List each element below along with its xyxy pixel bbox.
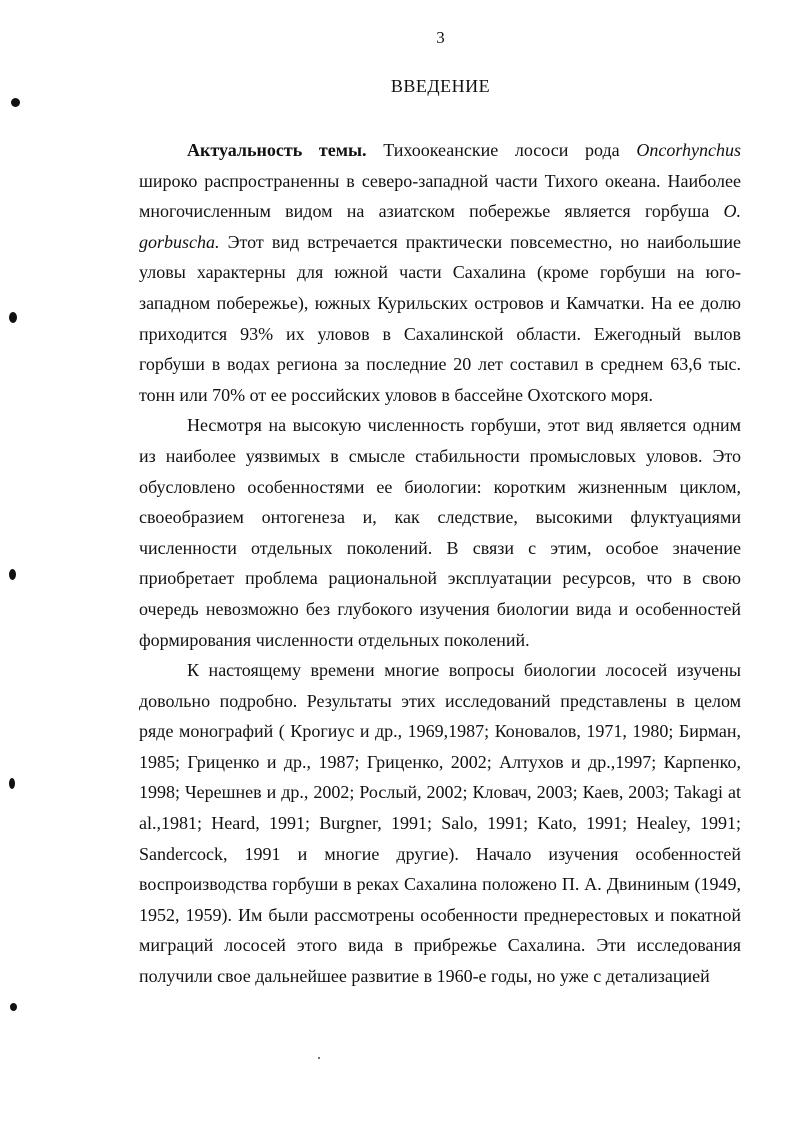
scan-mark-2 <box>9 312 17 323</box>
p1-text-b: широко распространенны в северо-западной части Тихого океана. Наиболее многочисленным видом на азиатском побережье является горбуша <box>139 170 741 222</box>
paragraph-literature: К настоящему времени многие вопросы биологии лососей изучены довольно подробно. Результаты этих исследований представлены в целом ряде монографий ( Крогиус и др., 1969,1987; Коновалов, 1971, 1980; Бирман, 1985; Гриценко и др., 1987; Гриценко, 2002; Алтухов и др.,1997; Карпенко, 1998; Черешнев и др., 2002; Рослый, 2002; Кловач, 2003; Каев, 2003; Takagi at al.,1981; Heard, 1991; Burgner, 1991; Salo, 1991; Kato, 1991; Healey, 1991; Sandercock, 1991 и многие другие). Начало изучения особенностей воспроизводства горбуши в реках Сахалина положено П. А. Двининым (1949, 1952, 1959). Им были рассмотрены особенности преднерестовых и покатной миграций лососей этого вида в прибрежье Сахалина. Эти исследования получили свое дальнейшее развитие в 1960-е годы, но уже с детализацией <box>139 660 741 987</box>
paragraph-relevance <box>139 135 741 410</box>
page-number: 3 <box>436 28 445 47</box>
scan-mark-3 <box>9 569 16 580</box>
paragraph-vulnerability: Несмотря на высокую численность горбуши, этот вид является одним из наиболее уязвимых в смысле стабильности промысловых уловов. Это обусловлено особенностями ее биологии: коротким жизненным циклом, своеобразием онтогенеза и, как следствие, высокими флуктуациями численности отдельных поколений. В связи с этим, особое значение приобретает проблема рациональной эксплуатации ресурсов, что в свою очередь невозможно без глубокого изучения биологии вида и особенностей формирования численности отдельных поколений. <box>139 415 741 650</box>
relevance-lead: Актуальность темы. <box>187 140 367 160</box>
scan-mark-5 <box>10 1003 17 1011</box>
p1-text-c: Этот вид встречается практически повсеместно, но наибольшие уловы характерны для южной части Сахалина (кроме горбуши на юго-западном побережье), южных Курильских островов и Камчатки. На ее долю приходится 93% их уловов в Сахалинской области. Ежегодный вылов горбуши в водах региона за последние 20 лет составил в среднем 63,6 тыс. тонн или 70% от ее российских уловов в бассейне Охотского моря. <box>139 231 741 405</box>
scan-mark-4 <box>9 778 15 789</box>
genus-name: Oncorhynchus <box>636 140 741 160</box>
p1-text-a: Тихоокеанские лососи рода <box>366 140 637 160</box>
page-heading: ВВЕДЕНИЕ <box>390 76 491 96</box>
scan-mark-1 <box>11 98 20 107</box>
document-body <box>139 135 741 992</box>
species-name: O. gorbuscha. <box>139 201 741 252</box>
scan-dot <box>318 1057 320 1059</box>
